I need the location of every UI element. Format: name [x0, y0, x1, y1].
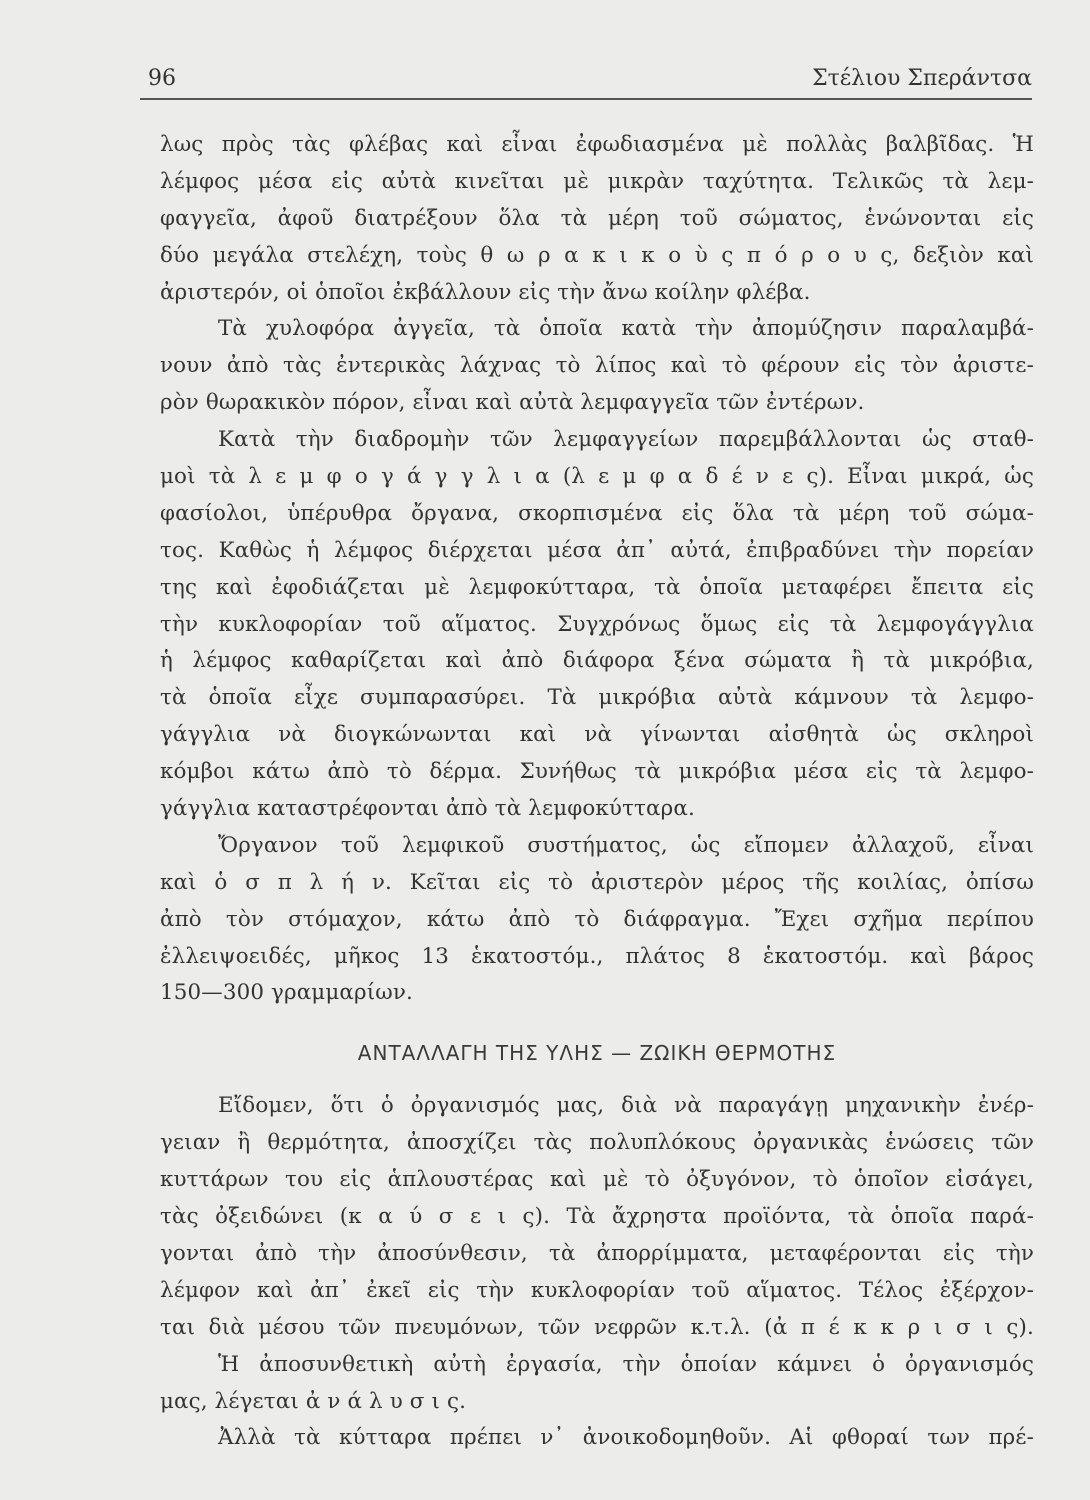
text-line: Τὰ χυλοφόρα ἀγγεῖα, τὰ ὁποῖα κατὰ τὴν ἀπομύζησιν παραλαμβά-	[218, 316, 1034, 342]
text-line: μοὶ τὰ λ ε μ φ ο γ ά γ γ λ ι α (λ ε μ φ α δ έ ν ε ς). Εἶναι μικρά, ὡς	[160, 464, 1034, 490]
text-line: ται διὰ μέσου τῶν πνευμόνων, τῶν νεφρῶν κ.τ.λ. (ἀ π έ κ κ ρ ι σ ι ς).	[160, 1314, 1034, 1340]
text-line: φασίολοι, ὑπέρυθρα ὄργανα, σκορπισμένα εἰς ὅλα τὰ μέρη τοῦ σώμα-	[160, 500, 1034, 526]
text-line: λέμφον καὶ ἀπ᾿ ἐκεῖ εἰς τὴν κυκλοφορίαν τοῦ αἵματος. Τέλος ἐξέρχον-	[160, 1277, 1034, 1303]
text-line: της καὶ ἐφοδιάζεται μὲ λεμφοκύτταρα, τὰ ὁποῖα μεταφέρει ἔπειτα εἰς	[160, 574, 1034, 600]
text-line: γάγγλια καταστρέφονται ἀπὸ τὰ λεμφοκύτταρα.	[160, 796, 695, 822]
text-line: κόμβοι κάτω ἀπὸ τὸ δέρμα. Συνήθως τὰ μικρόβια μέσα εἰς τὰ λεμφο-	[160, 759, 1034, 785]
text-line: Κατὰ τὴν διαδρομὴν τῶν λεμφαγγείων παρεμβάλλονται ὡς σταθ-	[218, 427, 1034, 453]
text-line: Ἡ ἀποσυνθετικὴ αὐτὴ ἐργασία, τὴν ὁποίαν κάμνει ὁ ὀργανισμός	[218, 1351, 1034, 1377]
text-line: γειαν ἢ θερμότητα, ἀποσχίζει τὰς πολυπλόκους ὀργανικὰς ἑνώσεις τῶν	[160, 1130, 1034, 1156]
text-line: μας, λέγεται ἀ ν ά λ υ σ ι ς.	[160, 1388, 467, 1414]
text-line: 150—300 γραμμαρίων.	[160, 980, 413, 1006]
text-line: τὰ ὁποῖα εἶχε συμπαρασύρει. Τὰ μικρόβια αὐτὰ κάμνουν τὰ λεμφο-	[160, 685, 1034, 711]
text-line: νουν ἀπὸ τὰς ἐντερικὰς λάχνας τὸ λίπος καὶ τὸ φέρουν εἰς τὸν ἀριστε-	[160, 353, 1034, 379]
text-line: ἀπὸ τὸν στόμαχον, κάτω ἀπὸ τὸ διάφραγμα. Ἔχει σχῆμα περίπου	[160, 906, 1034, 932]
running-head: Στέλιου Σπεράντσα	[812, 66, 1032, 91]
text-line: γάγγλια νὰ διογκώνωνται καὶ νὰ γίνωνται αἰσθητὰ ὡς σκληροὶ	[160, 722, 1034, 748]
text-line: ρὸν θωρακικὸν πόρον, εἶναι καὶ αὐτὰ λεμφαγγεῖα τῶν ἐντέρων.	[160, 390, 865, 416]
text-line: ἀριστερόν, οἱ ὁποῖοι ἐκβάλλουν εἰς τὴν ἄνω κοίλην φλέβα.	[160, 279, 811, 305]
text-line: λως πρὸς τὰς φλέβας καὶ εἶναι ἐφωδιασμένα μὲ πολλὰς βαλβῖδας. Ἡ	[160, 132, 1034, 157]
body-text	[160, 127, 1034, 1457]
text-line: ἐλλειψοειδές, μῆκος 13 ἑκατοστόμ., πλάτος 8 ἑκατοστόμ. καὶ βάρος	[160, 943, 1034, 969]
header-rule	[140, 98, 1032, 100]
page-header	[148, 66, 1032, 100]
text-line: φαγγεῖα, ἀφοῦ διατρέξουν ὅλα τὰ μέρη τοῦ σώματος, ἑνώνονται εἰς	[160, 205, 1034, 231]
text-line: ἡ λέμφος καθαρίζεται καὶ ἀπὸ διάφορα ξένα σώματα ἢ τὰ μικρόβια,	[160, 648, 1034, 674]
text-line: Εἴδομεν, ὅτι ὁ ὀργανισμός μας, διὰ νὰ παραγάγῃ μηχανικὴν ἐνέρ-	[218, 1093, 1034, 1119]
text-line: τος. Καθὼς ἡ λέμφος διέρχεται μέσα ἀπ᾿ αὐτά, ἐπιβραδύνει τὴν πορείαν	[160, 537, 1034, 563]
text-line: κυττάρων του εἰς ἁπλουστέρας καὶ μὲ τὸ ὀξυγόνον, τὸ ὁποῖον εἰσάγει,	[160, 1167, 1034, 1193]
text-line: λέμφος μέσα εἰς αὐτὰ κινεῖται μὲ μικρὰν ταχύτητα. Τελικῶς τὰ λεμ-	[160, 168, 1034, 194]
text-line: δύο μεγάλα στελέχη, τοὺς θ ω ρ α κ ι κ ο ὺ ς π ό ρ ο υ ς, δεξιὸν καὶ	[160, 242, 1034, 268]
page-number: 96	[148, 66, 176, 91]
text-line: τὴν κυκλοφορίαν τοῦ αἵματος. Συγχρόνως ὅμως εἰς τὰ λεμφογάγγλια	[160, 611, 1034, 637]
text-line: γονται ἀπὸ τὴν ἀποσύνθεσιν, τὰ ἀπορρίμματα, μεταφέρονται εἰς τὴν	[160, 1240, 1034, 1266]
section-heading: ΑΝΤΑΛΛΑΓΗ ΤΗΣ ΥΛΗΣ — ΖΩΙΚΗ ΘΕΡΜΟΤΗΣ	[357, 1041, 837, 1066]
text-line: καὶ ὁ σ π λ ή ν. Κεῖται εἰς τὸ ἀριστερὸν μέρος τῆς κοιλίας, ὀπίσω	[160, 869, 1034, 895]
text-line: Ἀλλὰ τὰ κύτταρα πρέπει ν᾿ ἀνοικοδομηθοῦν. Αἱ φθοραί των πρέ-	[218, 1425, 1034, 1451]
text-line: τὰς ὀξειδώνει (κ α ύ σ ε ι ς). Τὰ ἄχρηστα προϊόντα, τὰ ὁποῖα παρά-	[160, 1204, 1034, 1230]
text-line: Ὄργανον τοῦ λεμφικοῦ συστήματος, ὡς εἴπομεν ἀλλαχοῦ, εἶναι	[218, 832, 1034, 858]
